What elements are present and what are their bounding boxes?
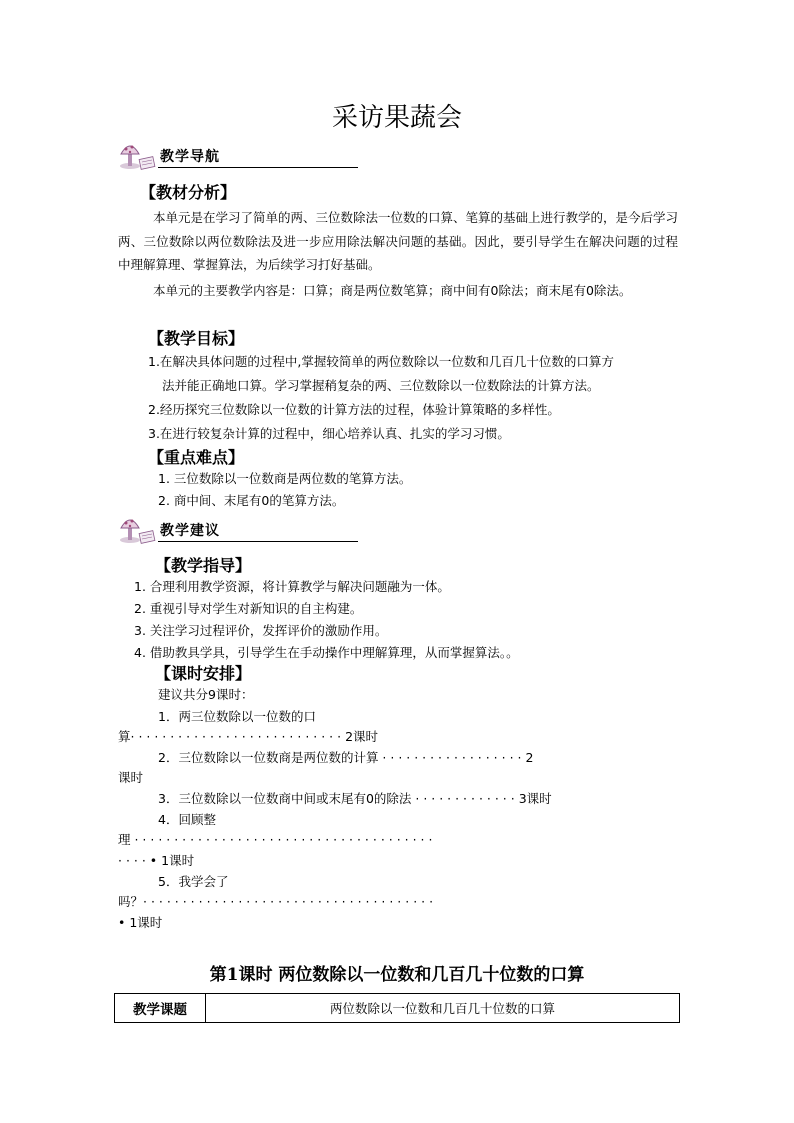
table-value-cell: 两位数除以一位数和几百几十位数的口算 — [206, 994, 680, 1023]
heading-schedule: 【课时安排】 — [155, 664, 252, 683]
schedule-line: 1．两三位数除以一位数的口 — [158, 709, 316, 724]
badge-label: 教学导航 — [160, 149, 220, 165]
schedule-line: 2．三位数除以一位数商是两位数的计算 · · · · · · · · · · · · · · · · · · 2 — [158, 750, 534, 765]
heading-textbook-analysis: 【教材分析】 — [140, 183, 237, 202]
schedule-line: 算· · · · · · · · · · · · · · · · · · · · · · · · · · · 2课时 — [118, 729, 379, 744]
schedule-line: · · · · • 1课时 — [118, 853, 195, 868]
page-title: 采访果蔬会 — [331, 103, 462, 133]
table-key-cell: 教学课题 — [115, 994, 206, 1023]
analysis-paragraph-1: 本单元是在学习了简单的两、三位数除法一位数的口算、笔算的基础上进行教学的，是今后学习两、三位数除以两位数除法及进一步应用除法解决问题的基础。因此，要引导学生在解决问题的过程中理解算理、掌握算法，为后续学习打好基础。 — [118, 210, 679, 272]
schedule-line: 课时 — [118, 770, 144, 785]
schedule-line: 5．我学会了 — [158, 874, 229, 889]
heading-teaching-goals: 【教学目标】 — [148, 329, 245, 348]
schedule-line: • 1课时 — [118, 915, 163, 930]
guide-item-4: 4. 借助教具学具，引导学生在手动操作中理解算理，从而掌握算法。。 — [134, 645, 519, 660]
guide-item-3: 3. 关注学习过程评价，发挥评价的激励作用。 — [134, 623, 388, 638]
heading-key-points: 【重点难点】 — [148, 448, 245, 467]
section-badge-teaching-advice — [118, 514, 368, 544]
schedule-intro: 建议共分9课时： — [158, 687, 254, 702]
goal-1a: 1.在解决具体问题的过程中,掌握较简单的两位数除以一位数和几百几十位数的口算方 — [148, 354, 614, 369]
guide-item-1: 1. 合理利用教学资源，将计算教学与解决问题融为一体。 — [134, 579, 450, 594]
lesson-table — [114, 993, 680, 1023]
key-point-2: 2. 商中间、末尾有0的笔算方法。 — [158, 493, 345, 508]
goal-1b: 法并能正确地口算。学习掌握稍复杂的两、三位数除以一位数除法的计算方法。 — [162, 378, 600, 393]
guide-item-2: 2. 重视引导对学生对新知识的自主构建。 — [134, 601, 363, 616]
analysis-paragraph-2: 本单元的主要教学内容是：口算；商是两位数笔算；商中间有0除法；商末尾有0除法。 — [153, 283, 632, 298]
divider — [158, 541, 358, 542]
schedule-line: 理 · · · · · · · · · · · · · · · · · · · · · · · · · · · · · · · · · · · · · · — [118, 832, 433, 847]
divider — [158, 167, 358, 168]
goal-3: 3.在进行较复杂计算的过程中，细心培养认真、扎实的学习习惯。 — [148, 426, 510, 441]
schedule-line: 4．回顾整 — [158, 812, 216, 827]
lamp-icon — [118, 514, 158, 546]
goal-2: 2.经历探究三位数除以一位数的计算方法的过程，体验计算策略的多样性。 — [148, 402, 560, 417]
schedule-line: 吗？· · · · · · · · · · · · · · · · · · · · · · · · · · · · · · · · · · · · · — [118, 894, 434, 909]
schedule-line: 3．三位数除以一位数商中间或末尾有0的除法 · · · · · · · · · · · · · 3课时 — [158, 791, 552, 806]
table-row — [115, 994, 680, 1023]
badge-label: 教学建议 — [160, 523, 220, 539]
key-point-1: 1. 三位数除以一位数商是两位数的笔算方法。 — [158, 471, 412, 486]
lesson-title: 第1课时 两位数除以一位数和几百几十位数的口算 — [209, 965, 585, 985]
heading-teaching-guide: 【教学指导】 — [155, 556, 252, 575]
section-badge-teaching-nav — [118, 140, 368, 170]
lamp-icon — [118, 140, 158, 172]
